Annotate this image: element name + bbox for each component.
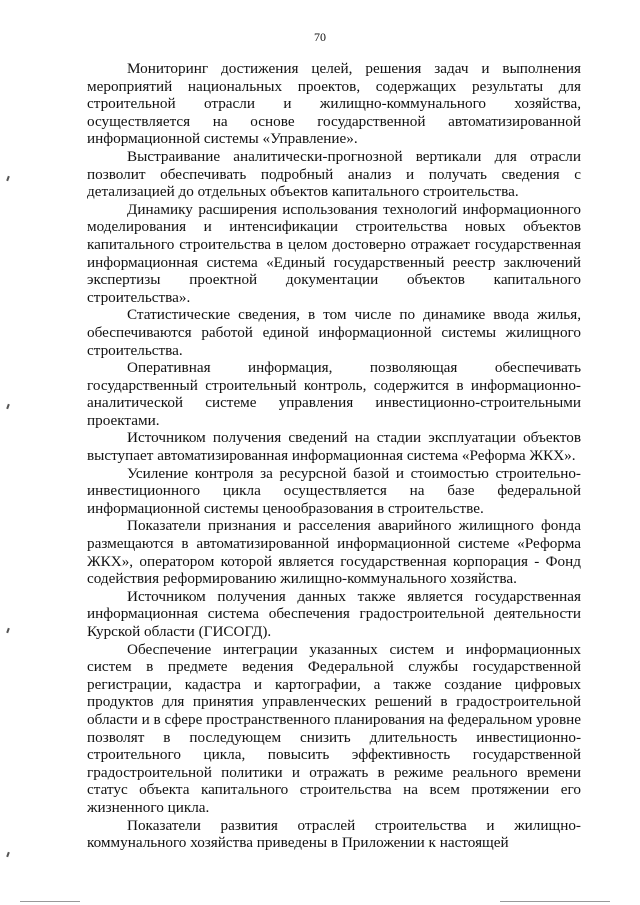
paragraph-monitoring: Мониторинг достижения целей, решения задач и выполнения мероприятий национальных проектов, содержащих результаты для строительной отрасли и жилищно-коммунального хозяйства, осуществляется на основе государственной автоматизированной информационной системы «Управление». — [87, 60, 581, 148]
paragraph-operational-info: Оперативная информация, позволяющая обеспечивать государственный строительный контроль, содержится в информационно-аналитической системе управления инвестиционно-строительными проектами. — [87, 359, 581, 429]
paragraph-statistics: Статистические сведения, в том числе по динамике ввода жилья, обеспечиваются работой единой информационной системы жилищного строительства. — [87, 306, 581, 359]
paragraph-emergency-housing: Показатели признания и расселения аварийного жилищного фонда размещаются в автоматизированной информационной системе «Реформа ЖКХ», оператором которой является государственная корпорация - Фонд содействия реформированию жилищно-коммунального хозяйства. — [87, 517, 581, 588]
paragraph-analytics-vertical: Выстраивание аналитически-прогнозной вертикали для отрасли позволит обеспечивать подробный анализ и получать сведения с детализацией до отдельных объектов капитального строительства. — [87, 147, 581, 201]
paragraph-integration: Обеспечение интеграции указанных систем и информационных систем в предмете ведения Федеральной службы государственной регистрации, кадастра и картографии, а также создание цифровых продуктов для принятия управленческих решений в градостроительной области и в сфере пространственного планирования на федеральном уровне позволят в последующем снизить длительность инвестиционно-строительного цикла, повысить эффективность государственной градостроительной политики и отражать в режиме реального времени статус объекта капитального строительства на всем протяжении его жизненного цикла. — [87, 640, 581, 816]
scan-mark — [6, 176, 10, 181]
page-number: 70 — [314, 30, 326, 44]
scan-edge-line — [20, 901, 80, 902]
paragraph-gisogd: Источником получения данных также является государственная информационная система обеспечения градостроительной деятельности Курской области (ГИСОГД). — [87, 587, 581, 640]
scan-mark — [6, 404, 10, 409]
scan-edge-line — [500, 901, 610, 902]
paragraph-operation-stage: Источником получения сведений на стадии эксплуатации объектов выступает автоматизированная информационная система «Реформа ЖКХ». — [87, 429, 581, 465]
scan-mark — [6, 628, 10, 633]
document-body — [87, 60, 581, 852]
paragraph-indicators: Показатели развития отраслей строительства и жилищно-коммунального хозяйства приведены в Приложении к настоящей — [87, 816, 581, 852]
paragraph-bim-dynamics: Динамику расширения использования технологий информационного моделирования и интенсификации строительства новых объектов капитального строительства в целом достоверно отражает государственная информационная система «Единый государственный реестр заключений экспертизы проектной документации объектов капитального строительства». — [87, 200, 581, 306]
scan-mark — [6, 852, 10, 857]
paragraph-cost-control: Усиление контроля за ресурсной базой и стоимостью строительно-инвестиционного цикла осуществляется на базе федеральной информационной системы ценообразования в строительстве. — [87, 464, 581, 517]
